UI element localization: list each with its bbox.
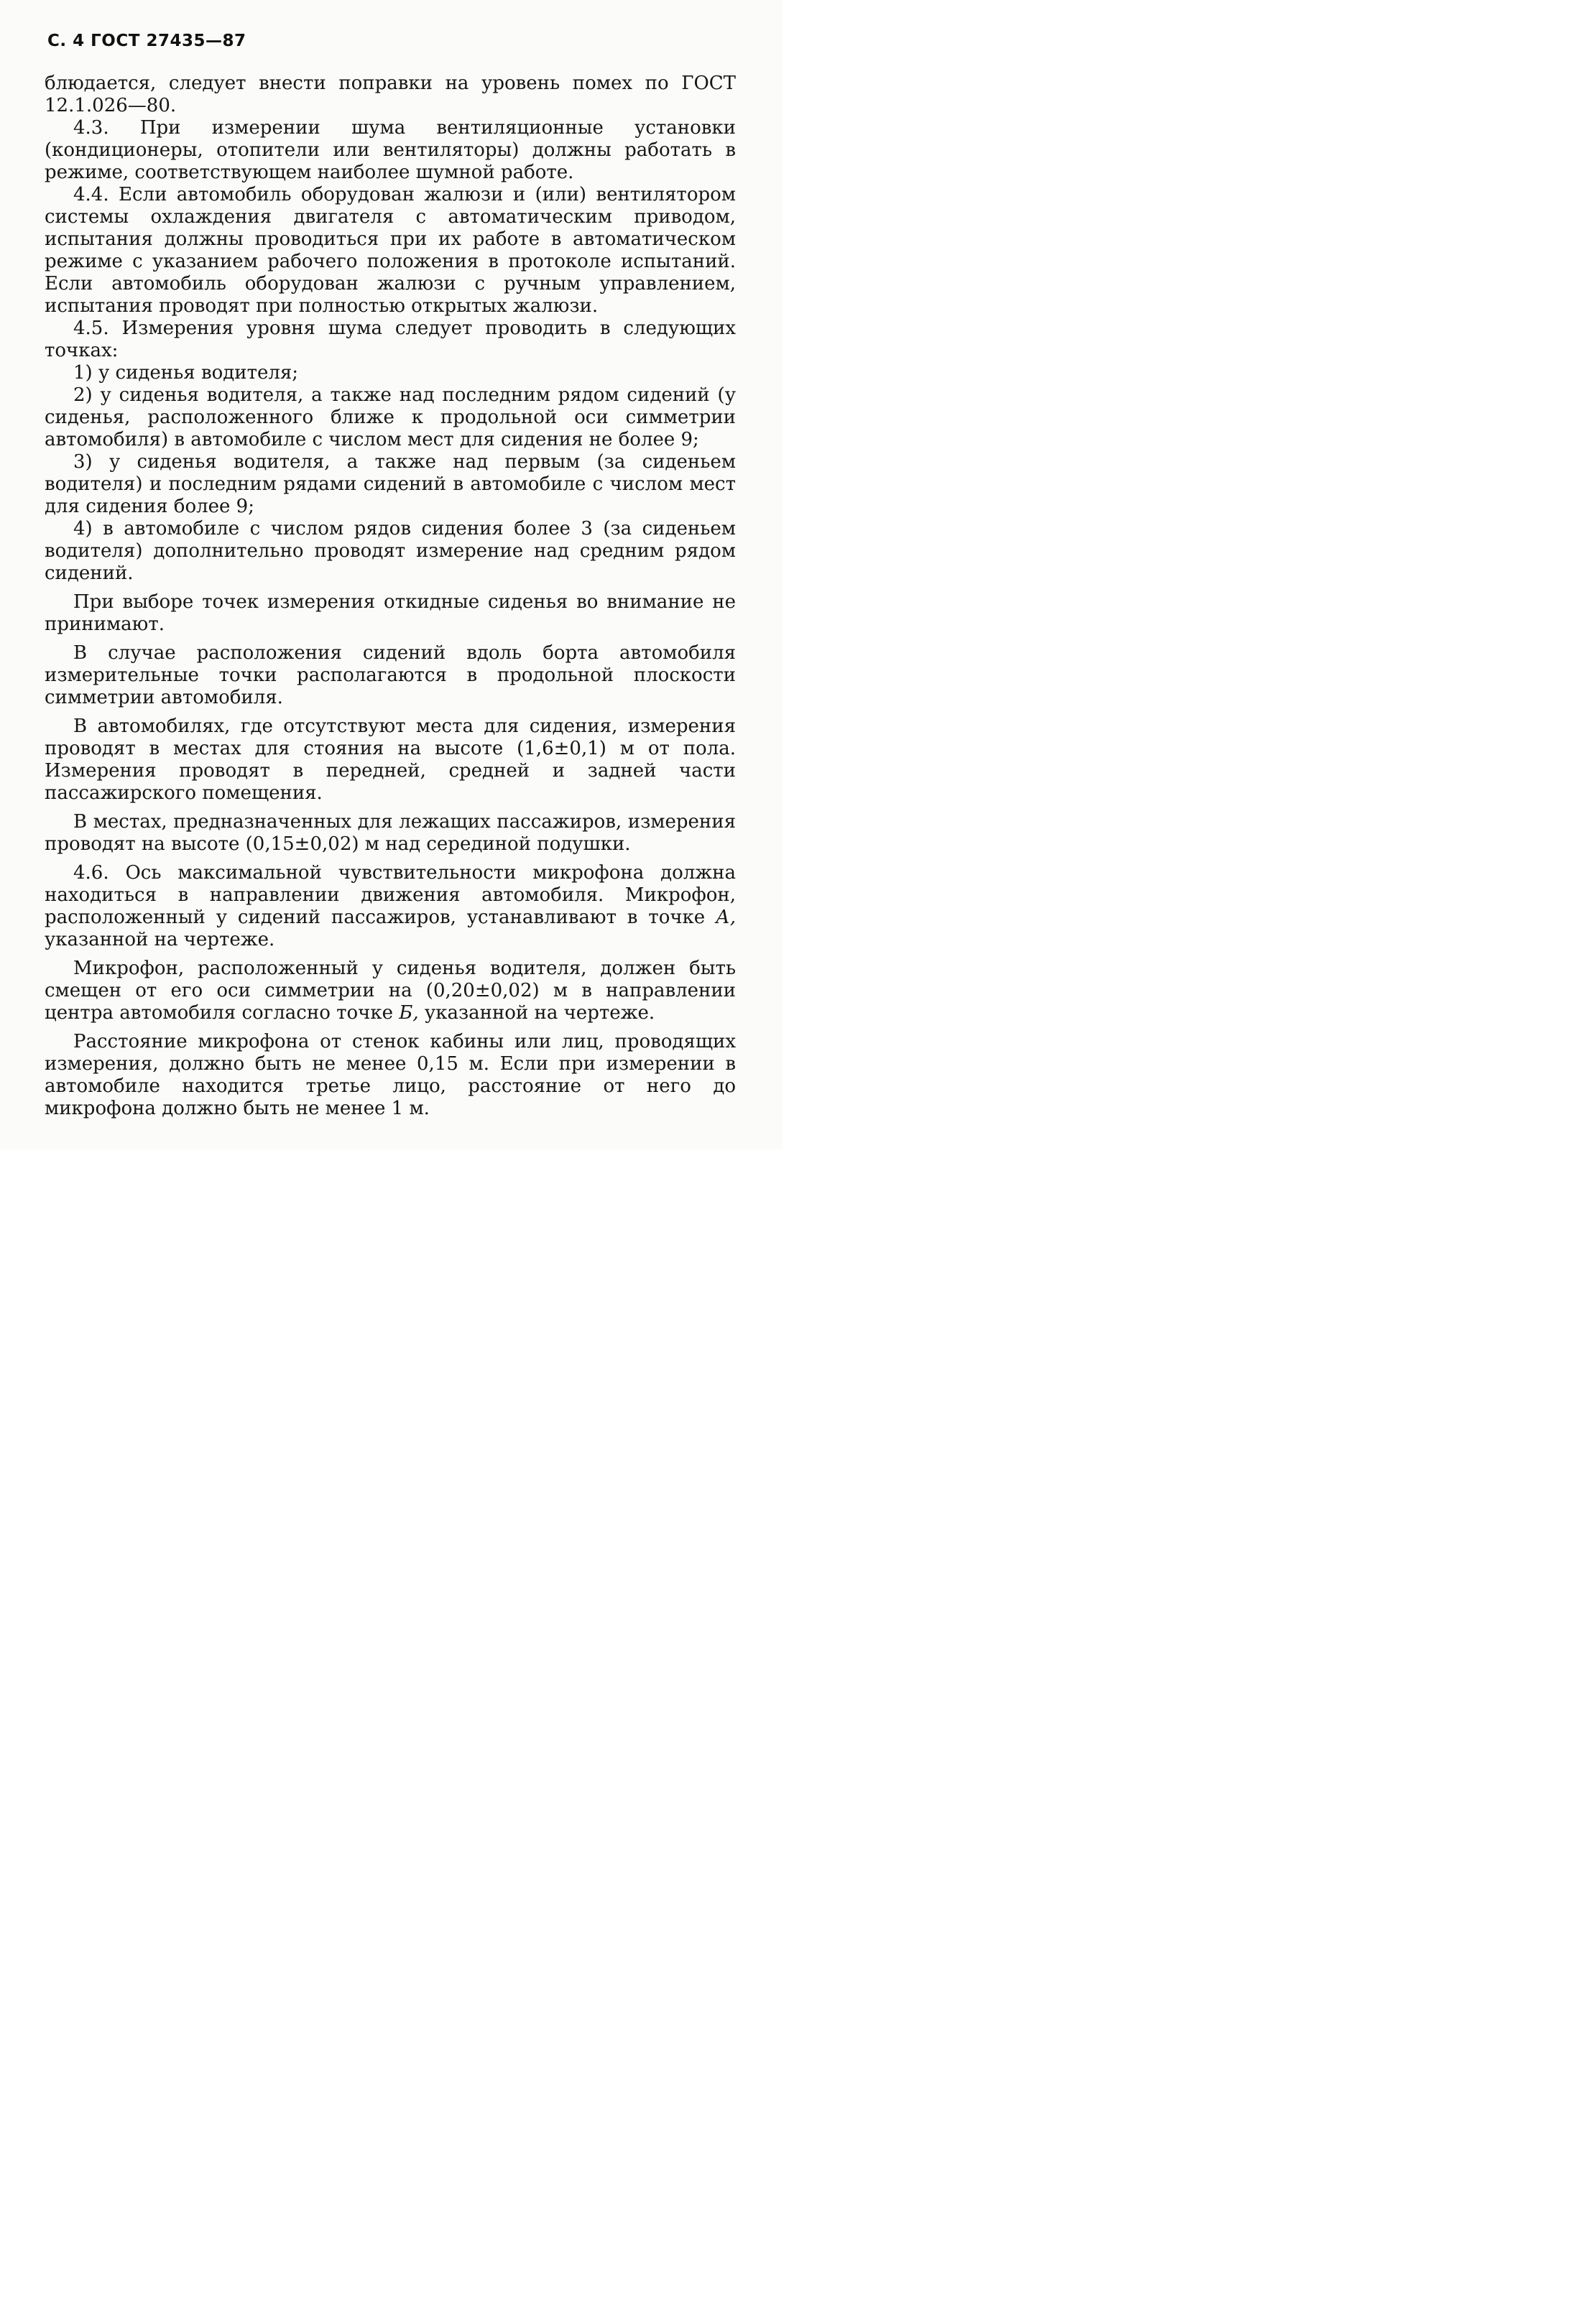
driver-microphone-tail: указанной на чертеже. — [418, 1002, 655, 1024]
document-page — [0, 0, 783, 1149]
paragraph-side-seats: В случае расположения сидений вдоль борта автомобиля измерительные точки располагаются в продольной плоскости симметрии автомобиля. — [45, 642, 736, 708]
page-code: С. 4 — [47, 32, 85, 50]
standard-number: ГОСТ 27435—87 — [91, 32, 246, 50]
clause-4-3: 4.3. При измерении шума вентиляционные установки (кондиционеры, отопители или вентиляторы) должны работать в режиме, соответствующем наиболее шумной работе. — [45, 117, 736, 183]
page-header — [47, 32, 246, 50]
document-body — [45, 73, 736, 1120]
paragraph-lying-passengers: В местах, предназначенных для лежащих пассажиров, измерения проводят на высоте (0,15±0,02) м над серединой подушки. — [45, 811, 736, 855]
list-item-1: 1) у сиденья водителя; — [73, 362, 299, 384]
driver-microphone-text: Микрофон, расположенный у сиденья водителя, должен быть смещен от его оси симметрии на (0,20±0,02) м в направлении центра автомобиля согласно точке — [45, 958, 736, 1024]
clause-4-6-tail: указанной на чертеже. — [45, 929, 275, 950]
paragraph-continuation: блюдается, следует внести поправки на уровень помех по ГОСТ 12.1.026—80. — [45, 73, 736, 116]
paragraph-microphone-distance: Расстояние микрофона от стенок кабины или лиц, проводящих измерения, должно быть не менее 0,15 м. Если при измерении в автомобиле находится третье лицо, расстояние от него до микрофона должно быть не менее 1 м. — [45, 1031, 736, 1119]
list-item-3: 3) у сиденья водителя, а также над первым (за сиденьем водителя) и последним рядами сидений в автомобиле с числом мест для сидения более 9; — [45, 451, 736, 517]
paragraph-folding-seats: При выборе точек измерения откидные сиденья во внимание не принимают. — [45, 591, 736, 635]
paragraph-driver-microphone — [45, 958, 736, 1024]
clause-4-6-text: 4.6. Ось максимальной чувствительности микрофона должна находиться в направлении движения автомобиля. Микрофон, расположенный у сидений пассажиров, устанавливают в точке — [45, 862, 736, 928]
paragraph-standing-places: В автомобилях, где отсутствуют места для сидения, измерения проводят в местах для стояния на высоте (1,6±0,1) м от пола. Измерения проводят в передней, средней и задней части пассажирского помещения. — [45, 716, 736, 804]
clause-4-6 — [45, 862, 736, 951]
clause-4-5: 4.5. Измерения уровня шума следует проводить в следующих точках: — [45, 318, 736, 361]
point-b-label: Б, — [399, 1002, 419, 1024]
list-item-4: 4) в автомобиле с числом рядов сидения более 3 (за сиденьем водителя) дополнительно проводят измерение над средним рядом сидений. — [45, 518, 736, 584]
point-a-label: А, — [716, 907, 736, 928]
list-item-2: 2) у сиденья водителя, а также над последним рядом сидений (у сиденья, расположенного ближе к продольной оси симметрии автомобиля) в автомобиле с числом мест для сидения не более 9; — [45, 384, 736, 450]
clause-4-4: 4.4. Если автомобиль оборудован жалюзи и (или) вентилятором системы охлаждения двигателя с автоматическим приводом, испытания должны проводиться при их работе в автоматическом режиме с указанием рабочего положения в протоколе испытаний. Если автомобиль оборудован жалюзи с ручным управлением, испытания проводят при полностью открытых жалюзи. — [45, 184, 736, 317]
